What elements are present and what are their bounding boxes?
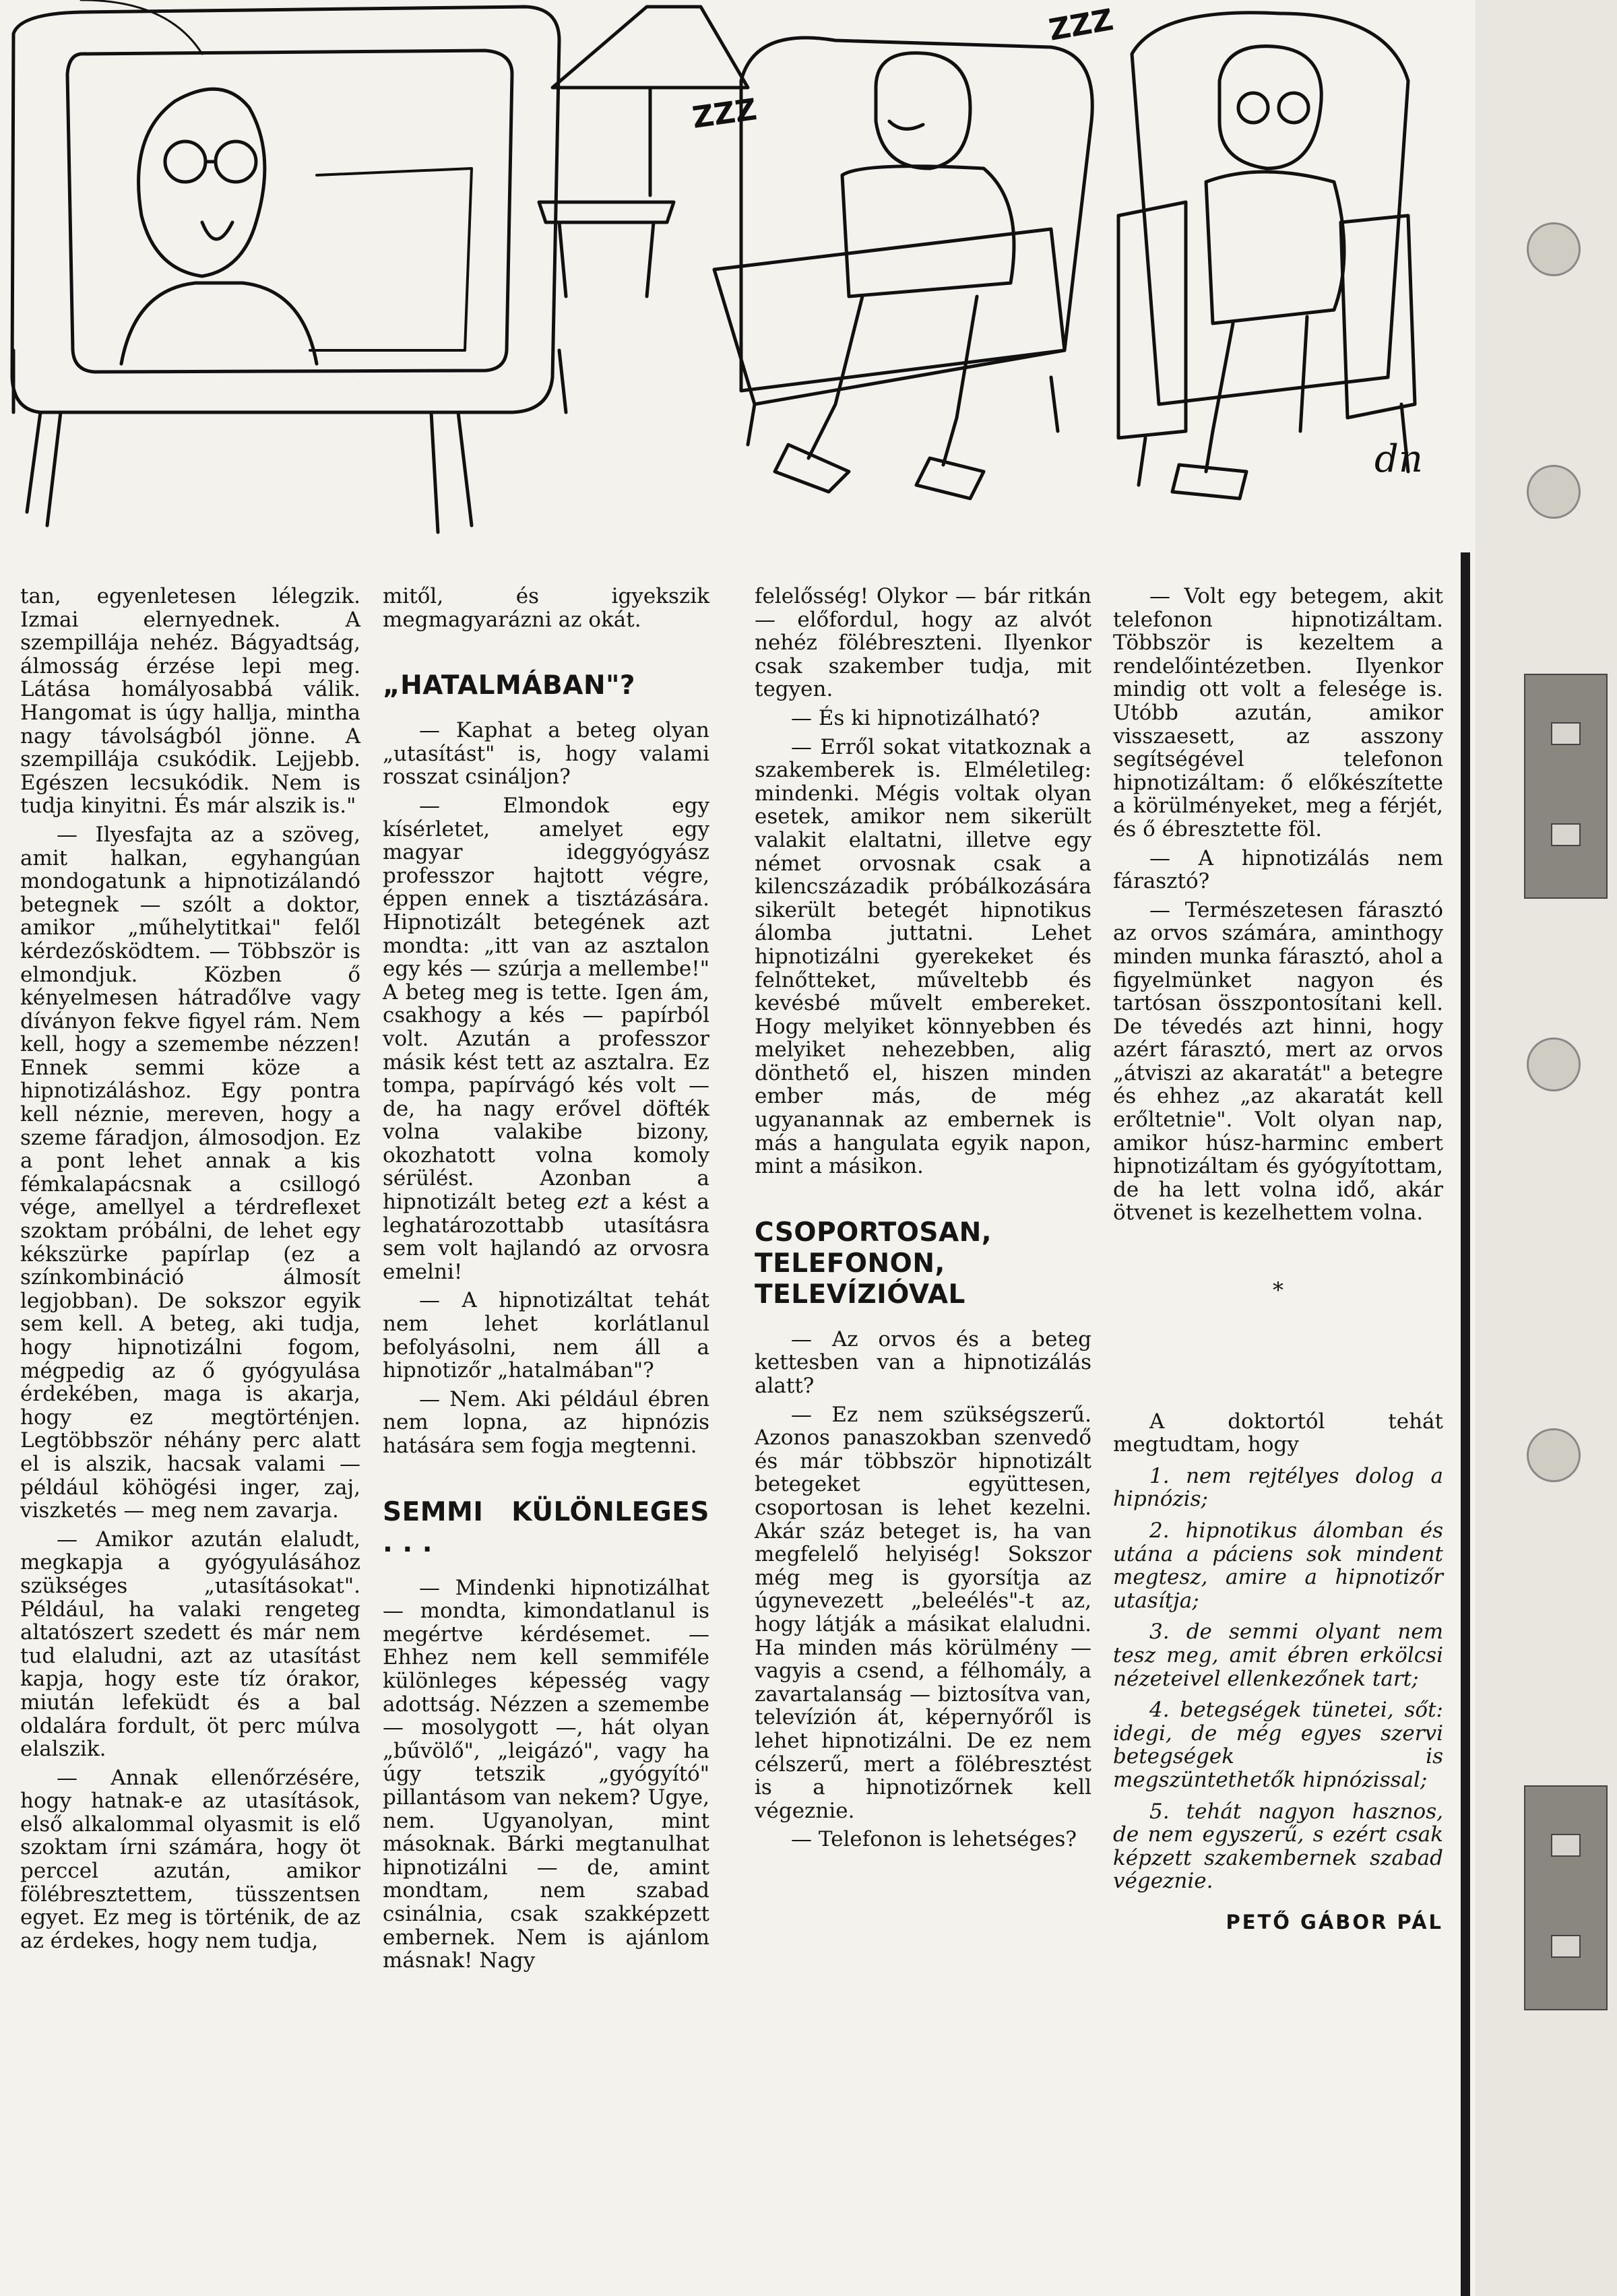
paragraph: — A hipnotizáltat tehát nem lehet korlátlanul befolyásolni, nem áll a hipnotizőr „hatalmában"? [383,1288,709,1383]
paragraph: — Amikor azután elaludt, megkapja a gyógyulásához szükséges „utasításokat". Például, ha valaki rengeteg altatószert szedett és már nem tud elaludni, azt az utasítást kapja, hogy este tíz órakor, miután lefeküdt és a bal oldalára fordult, öt perc múlva elalszik. [20,1527,360,1762]
tab-slot [1551,1935,1581,1958]
sleeping-man-left [775,53,1014,499]
conclusion-item: 3. de semmi olyant nem tesz meg, amit ébren erkölcsi nézeteivel ellenkezőnek tart; [1113,1620,1443,1691]
paragraph [383,794,709,1283]
tv-host-figure [121,89,472,364]
paragraph: tan, egyenletesen lélegzik. Izmai elernyednek. A szempillája nehéz. Bágyadtság, álmosság érzése lepi meg. Látása homályosabbá válik. Hangomat is úgy hallja, mintha nagy távolságból jönne. A szempillája csukódik. Lejjebb. Egészen lecsukódik. Nem is tudja kinyitni. És már alszik is." [20,584,360,819]
conclusion-lead: A doktortól tehát megtudtam, hogy [1113,1409,1443,1457]
punch-hole [1527,1038,1581,1091]
punch-hole [1527,222,1581,276]
conclusion-list [1113,1410,1443,1893]
section-heading-csoportosan: CSOPORTOSAN, TELEFONON, TELEVÍZIÓVAL [755,1217,992,1310]
paragraph: — Ilyesfajta az a szöveg, amit halkan, egyhangúan mondogatunk a hipnotizálandó betegnek — szólt a doktor, amikor „műhelytitkai" felől kérdezősködtem. — Többször is elmondjuk. Közben ő kényelmesen hátradőlve vagy díványon fekve figyel rám. Nem kell, hogy a szemembe nézzen! Ennek semmi köze a hipnotizáláshoz. Egy pontra kell néznie, mereven, hogy a szeme fáradjon, álmosodjon. Ez a pont lehet annak a kis fémkalapácsnak a csillogó vége, amellyel a térdreflexet szoktam próbálni, de lehet egy kékszürke papírlap (ez a színkombináció álmosít legjobban). De sokszor egyik sem kell. A beteg, aki tudja, hogy hipnotizálni fogom, mégpedig az ő gyógyulása érdekében, maga is akarja, hogy ez megtörténjen. Legtöbbször néhány perc alatt el is alszik, hacsak valami — például köhögési inger, zaj, viszketés — meg nem zavarja. [20,822,360,1523]
side-table [539,202,674,296]
tv-set [12,0,566,532]
paragraph: — Mindenki hipnotizálhat — mondta, kimondatlanul is megértve kérdésemet. — Ehhez nem kell semmiféle különleges képesség vagy adottság. Nézzen a szemembe — mosolygott —, hát olyan „bűvölő", „leigázó", vagy ha úgy tetszik „gyógyító" pillantásom van nekem? Ugye, nem. Ugyanolyan, mint másoknak. Bárki megtanulhat hipnotizálni — de, amint mondtam, nem szabad csinálnia, csak szakképzett embernek. Nem is ajánlom másnak! Nagy [383,1575,709,1973]
conclusion-item: 5. tehát nagyon hasznos, de nem egyszerű, s ezért csak képzett szakembernek szabad végeznie. [1113,1799,1443,1894]
punch-hole [1527,1428,1581,1482]
section-divider-star: * [1273,1277,1283,1304]
binding-strip [1461,552,1470,2296]
paragraph: felelősség! Olykor — bár ritkán — előfordul, hogy az alvót nehéz fölébreszteni. Ilyenkor csak szakember tudja, mit tegyen. [755,584,1091,702]
cartoon-illustration [0,0,1476,566]
paragraph: — Ez nem szükségszerű. Azonos panaszokban szenvedő és már többször hipnotizált betegeket együttesen, csoportosan is lehet kezelni. Akár száz beteget is, ha van megfelelő helyiség! Sokszor még meg is gyorsítja az úgynevezett „beleélés"-t az, hogy látják a másikat elaludni. Ha minden más körülmény — vagyis a csend, a félhomály, a zavartalanság — biztosítva van, televízión át, képernyőről is lehet hipnotizálni. De ez nem célszerű, mert a fölébresztést is a hipnotizőrnek kell végeznie. [755,1402,1091,1823]
conclusion-item: 2. hipnotikus álomban és utána a páciens sok mindent megtesz, amire a hipnotizőr utasítja; [1113,1519,1443,1613]
paragraph: — Erről sokat vitatkoznak a szakemberek is. Elméletileg: mindenki. Mégis voltak olyan esetek, amikor nem sikerült valakit elaltatni, illetve egy német orvosnak csak a kilencszázadik próbálkozására sikerült betegét hipnotikus álomba juttatni. Lehet hipnotizálni gyerekeket és felnőtteket, műveltebb és kevésbé művelt embereket. Hogy melyiket könnyebben és melyiket nehezebben, alig dönthető el, hiszen minden ember más, de még ugyanannak az embernek is más a hangulata egyik napon, mint a másikon. [755,734,1091,1179]
emphasis-text: ezt [577,1190,609,1215]
sofa-left [714,38,1092,445]
paragraph: mitől, és igyekszik megmagyarázni az okát. [383,584,709,632]
column-4 [1113,585,1443,1934]
paragraph: — Annak ellenőrzésére, hogy hatnak-e az utasítások, első alkalommal olyasmit is elő szoktam írni számára, hogy öt perccel azután, amikor fölébresztettem, tüsszentsen egyet. Ez meg is történik, de az az érdekes, hogy nem tudja, [20,1765,360,1953]
snore-left-text: ZZZ [690,92,759,135]
paragraph-text: — Elmondok egy kísérletet, amelyet egy magyar ideggyógyász professzor hajtott végre, éppen ennek a tisztázására. Hipnotizált betegének azt mondta: „itt van az asztalon egy kés — szúrja a mellembe!" A beteg meg is tette. Igen ám, csakhogy a kés — papírból volt. Azután a professzor másik kést tett az asztalra. Ez tompa, papírvágó kés volt — de, ha nagy erővel döfték volna valakibe bizony, okozhatott volna komoly sérülést. Azonban a hipnotizált beteg [383,793,709,1215]
section-heading-hatalmaban: „HATALMÁBAN"? [383,670,636,701]
paragraph: — Volt egy betegem, akit telefonon hipnotizáltam. Többször is kezeltem a rendelőintézetben. Ilyenkor mindig ott volt a felesége is. Utóbb azután, amikor visszaesett, az asszony segítségével telefonon hipnotizáltam: ő előkészítette a körülményeket, meg a férjét, és ő ébresztette föl. [1113,584,1443,841]
column-1 [20,585,360,1958]
paragraph: — És ki hipnotizálható? [791,705,1040,730]
section-heading-semmi-kulonleges: SEMMI KÜLÖNLEGES . . . [383,1496,709,1558]
tab-slot [1551,1834,1581,1857]
binder-tab [1524,674,1608,899]
binder-tab [1524,1785,1608,2010]
paragraph: — Kaphat a beteg olyan „utasítást" is, hogy valami rosszat csináljon? [383,718,709,790]
artist-signature: dn [1374,437,1423,481]
paragraph: — Természetesen fárasztó az orvos számára, aminthogy minden munka fárasztó, ahol a figyelmünket nagyon és tartósan összpontosítani kell. De tévedés azt hinni, hogy azért fárasztó, mert az orvos „átviszi az akaratát" a betegre és ehhez „az akaratát kell erőltetnie". Volt olyan nap, amikor húsz-harminc embert hipnotizáltam és gyógyítottam, de ha lett volna idő, akár ötvenet is kezelhettem volna. [1113,897,1443,1225]
sleeping-man-right [1172,46,1344,499]
paragraph: — Az orvos és a beteg kettesben van a hipnotizálás alatt? [755,1327,1091,1399]
punch-hole [1527,465,1581,519]
tab-slot [1551,722,1581,745]
paragraph: — A hipnotizálás nem fárasztó? [1113,846,1443,894]
author-signature: PETŐ GÁBOR PÁL [1226,1910,1443,1934]
paragraph: — Telefonon is lehetséges? [791,1827,1077,1852]
column-2 [383,585,709,1978]
armchair-right [1118,13,1415,485]
column-3 [755,585,1091,1857]
snore-right-text: ZZZ [1046,2,1116,48]
conclusion-item: 1. nem rejtélyes dolog a hipnózis; [1113,1463,1443,1512]
paragraph-text: a kést a leghatározottabb utasításra sem volt hajlandó az orvosra emelni! [383,1190,710,1284]
tab-slot [1551,823,1581,846]
paragraph: — Nem. Aki például ébren nem lopna, az hipnózis hatására sem fogja megtenni. [383,1386,709,1458]
conclusion-item: 4. betegségek tünetei, sőt: idegi, de még egyes szervi betegségek is megszüntethetők hipnózissal; [1113,1698,1443,1792]
